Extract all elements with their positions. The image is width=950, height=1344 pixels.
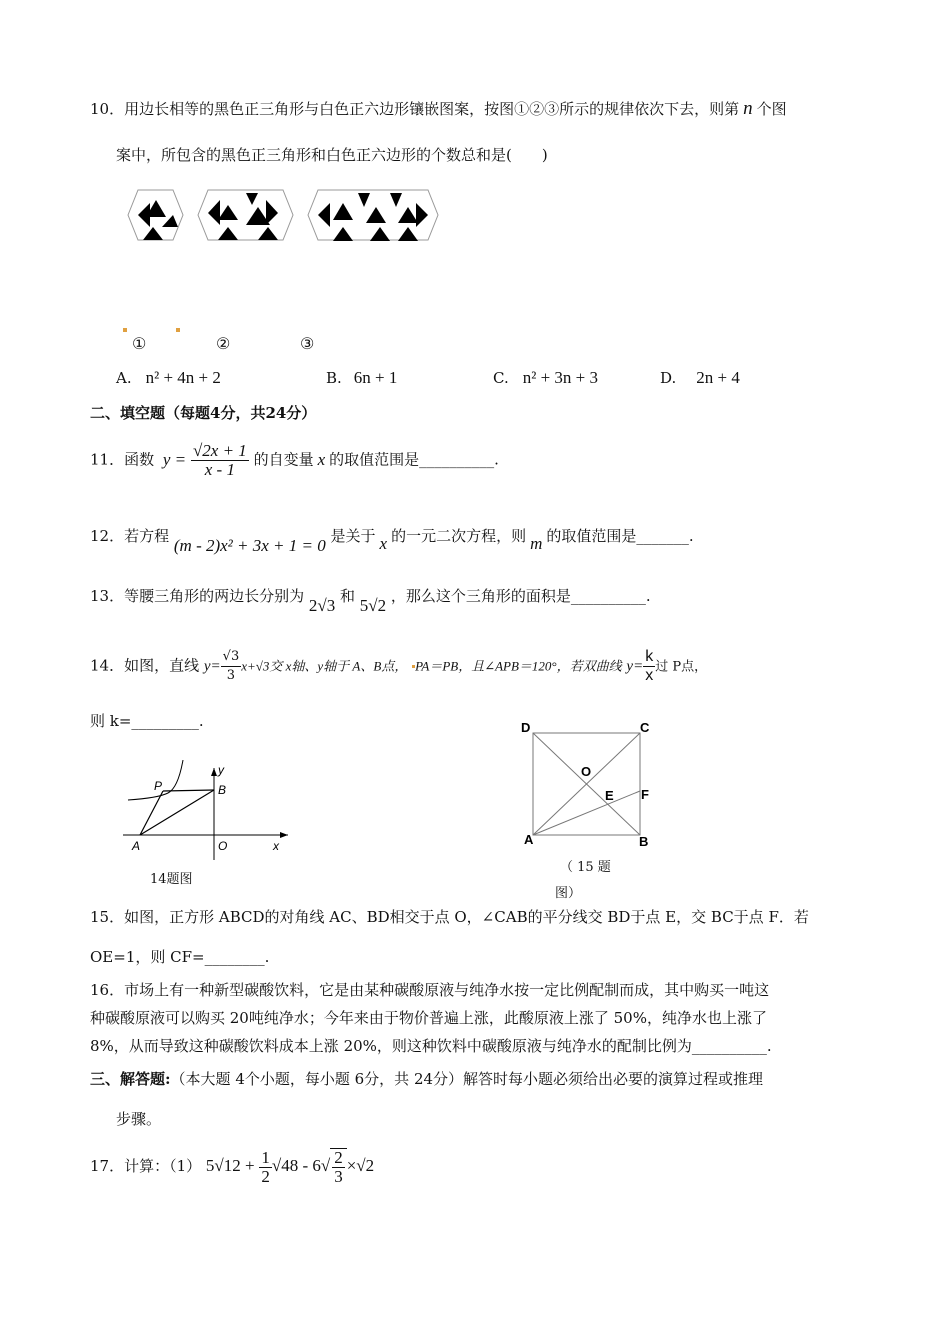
label-E: E	[605, 788, 614, 803]
q12: 12．若方程 (m - 2)x² + 3x + 1 = 0 是关于 x 的一元二次方程，则 m 的取值范围是_______.	[90, 527, 694, 555]
marker	[176, 328, 180, 332]
tessellation-figures	[118, 185, 448, 255]
label-C: C	[640, 720, 650, 735]
label-B: B	[218, 783, 227, 797]
fig-label-2: ②	[216, 334, 231, 353]
label-A: A	[524, 832, 534, 847]
bisector-AF	[533, 791, 640, 835]
section2-title: 二、填空题（每题4分，共24分）	[90, 404, 317, 422]
q15-figure	[515, 715, 665, 855]
label-y: y	[218, 763, 224, 777]
q11: 11．函数 y = $\frac{√2x + 1}{x - 1}$ 的自变量 x 的取值范围是__________.	[90, 441, 499, 479]
q15-line1: 15．如图，正方形 ABCD的对角线 AC、BD相交于点 O，∠CAB的平分线交 BD于点 E，交 BC于点 F．若	[90, 908, 809, 926]
label-O: O	[218, 839, 228, 853]
label-F: F	[641, 787, 649, 802]
q16-line1: 16．市场上有一种新型碳酸饮料，它是由某种碳酸原液与纯净水按一定比例配制而成，其中购买一吨这	[90, 981, 770, 999]
option-b: B. 6n + 1	[326, 368, 398, 387]
q15-caption-2: 图）	[555, 886, 582, 901]
label-A: A	[132, 839, 141, 853]
label-D: D	[521, 720, 531, 735]
q17: 17．计算：（1） 5√12 + $\frac{1}{2}$ √48 - 6√ $\frac{2}{3}$ ×√2	[90, 1147, 375, 1186]
label-B: B	[639, 834, 649, 849]
q10-line1: 10．用边长相等的黑色正三角形与白色正六边形镶嵌图案，按图①②③所示的规律依次下去，则第 n 个图	[90, 98, 787, 119]
q14-line2: 则 k=_________.	[90, 712, 204, 730]
q15-line2: OE=1，则 CF=________.	[90, 948, 270, 966]
y-axis-arrow	[211, 768, 217, 776]
q14-caption: 14题图	[150, 872, 193, 887]
option-c: C. n² + 3n + 3	[493, 368, 598, 387]
segment-PB	[163, 790, 214, 791]
q16-line2: 种碳酸原液可以购买 20吨纯净水；今年来由于物价普遍上涨，此酸原液上涨了 50%，纯净水也上涨了	[90, 1009, 767, 1027]
q15-caption-1: （ 15 题	[560, 860, 611, 875]
q13: 13．等腰三角形的两边长分别为 2√3 和 5√2 ，那么这个三角形的面积是__________.	[90, 587, 651, 615]
q16-line3: 8%，从而导致这种碳酸饮料成本上涨 20%，则这种饮料中碳酸原液与纯净水的配制比例为__________.	[90, 1037, 772, 1055]
section3-line1: 三、解答题:（本大题 4个小题，每小题 6分，共 24分）解答时每小题必须给出必要的演算过程或推理	[90, 1070, 764, 1088]
section3-line2: 步骤。	[116, 1110, 162, 1128]
fig-label-3: ③	[300, 334, 315, 353]
q14-line1: 14．如图，直线 y= $\frac{√3}{3}$ x+√3交 x轴、y轴于 A、B点， PA＝PB，且∠APB＝120°，若双曲线 y= $\frac{k}{x}$ 过 P点，	[90, 648, 708, 684]
option-d: D. 2n + 4	[660, 368, 740, 387]
label-O: O	[581, 764, 592, 779]
q14-figure	[118, 760, 293, 870]
fig-label-1: ①	[132, 334, 147, 353]
x-axis-arrow	[280, 832, 288, 838]
marker	[123, 328, 127, 332]
option-a: A. n² + 4n + 2	[116, 368, 221, 387]
label-x: x	[273, 839, 279, 853]
label-P: P	[154, 779, 163, 793]
q10-line2: 案中，所包含的黑色正三角形和白色正六边形的个数总和是( )	[116, 146, 548, 164]
